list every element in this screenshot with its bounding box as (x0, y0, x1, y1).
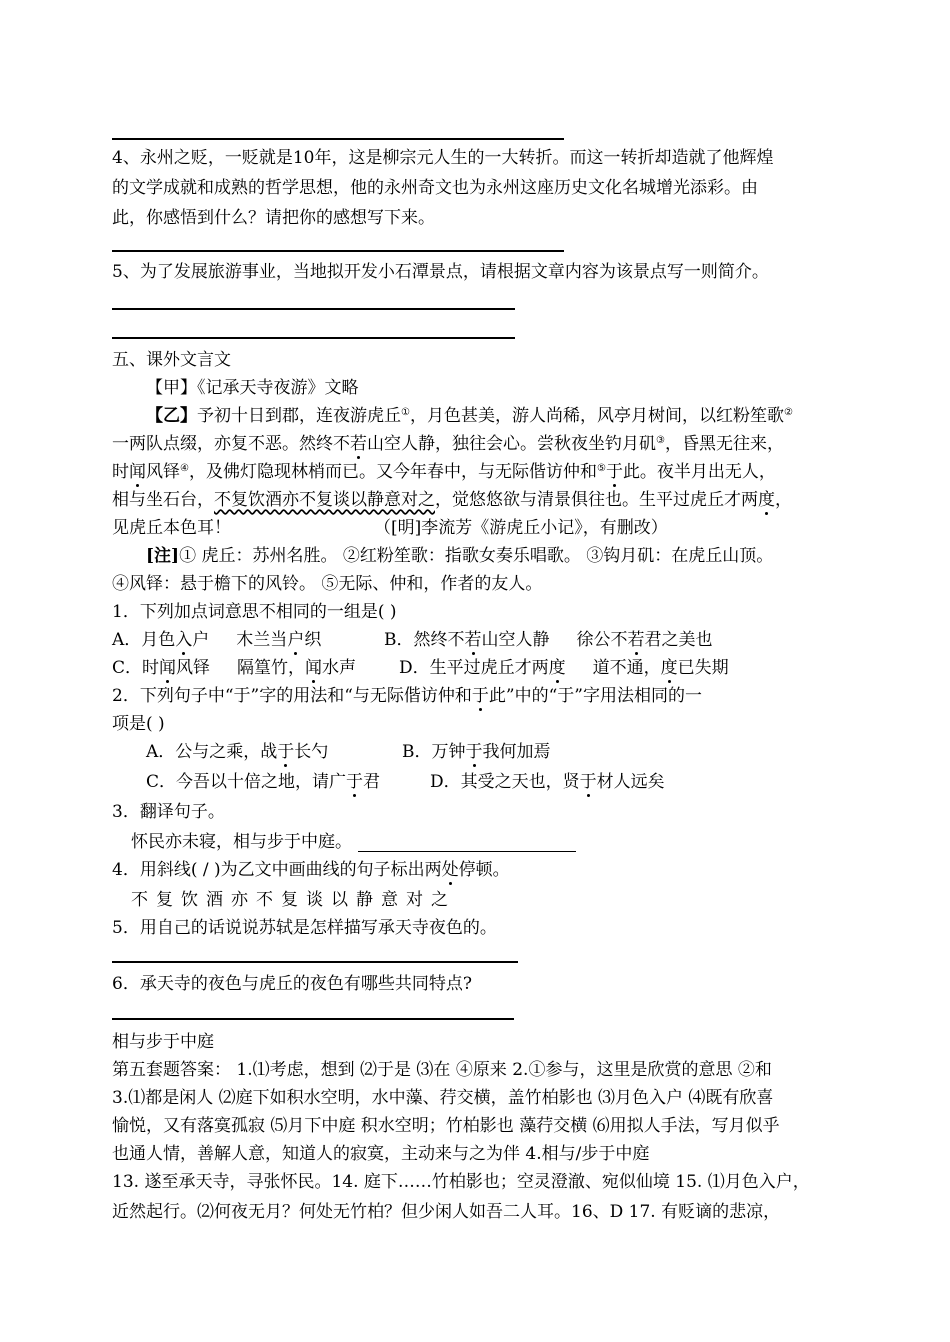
passage-source: （[明]李流芳《游虎丘小记》，有删改） (374, 518, 668, 538)
section-heading: 五、课外文言文 (112, 350, 231, 370)
question-4-line-3: 此，你感悟到什么？请把你的感想写下来。 (112, 208, 435, 228)
notes-line-1: [注]① 虎丘：苏州名胜。 ②红粉笙歌：指歌女奏乐唱歌。 ③钩月矶：在虎丘山顶。 (146, 546, 774, 566)
quiz-1-option-b: B．然终不若山空人静 徐公不若君之美也 (384, 630, 713, 650)
quiz-1-option-d: D．生平过虎丘才两度 道不通，度已失期 (399, 658, 729, 678)
answer-line (112, 138, 564, 140)
wavy-underlined-sentence: 不复饮酒亦不复谈以静意对之 (214, 490, 435, 510)
answer-line (112, 250, 564, 252)
answers-line-5: 13. 遂至承天寺，寻张怀民。14. 庭下……竹柏影也；空灵澄澈、宛似仙境 15. ⑴月色入户， (112, 1172, 810, 1192)
question-5: 5、为了发展旅游事业，当地拟开发小石潭景点，请根据文章内容为该景点写一则简介。 (112, 262, 769, 282)
quiz-2-stem-2: 项是( ) (112, 714, 165, 734)
answers-line-4: 也通人情，善解人意，知道人的寂寞，主动来与之为伴 4.相与/步于中庭 (112, 1144, 650, 1164)
note-ref: ② (783, 407, 793, 418)
note-ref: ① (401, 407, 410, 418)
question-4-line-1: 4、永州之贬，一贬就是10年，这是柳宗元人生的一大转折。而这一转折却造就了他辉煌 (112, 148, 774, 168)
dotted-word: 度 (758, 490, 775, 510)
answers-line-6: 近然起行。⑵何夜无月？何处无竹柏？但少闲人如吾二人耳。16、D 17. 有贬谪的悲凉， (112, 1202, 781, 1222)
quiz-2-option-c: C．今吾以十倍之地，请广于君 (146, 772, 381, 792)
passage-yi-line-2: 一两队点缀，亦复不恶。然终不若山空人静，独往会心。尝秋夜坐钓月矶③，昏黑无往来， (112, 434, 784, 454)
question-4-line-2: 的文学成就和成熟的哲学思想，他的永州奇文也为永州这座历史文化名城增光添彩。由 (112, 178, 758, 198)
passage-yi-line-5: 见虎丘本色耳！ (112, 518, 231, 538)
answers-title: 相与步于中庭 (112, 1032, 214, 1052)
passage-label: 【乙】 (146, 406, 197, 426)
passage-yi-line-4: 相与坐石台，不复饮酒亦不复谈以静意对之，觉悠悠欲与清景俱往也。生平过虎丘才两度， (112, 490, 792, 510)
quiz-6-stem: 6．承天寺的夜色与虎丘的夜色有哪些共同特点? (112, 974, 472, 994)
quiz-1-option-a: A．月色入户 木兰当户织 (112, 630, 322, 650)
quiz-3-stem: 3．翻译句子。 (112, 802, 225, 822)
dotted-word: 闻 (129, 462, 146, 482)
note-ref: ④ (180, 463, 189, 474)
quiz-4-stem: 4．用斜线( / )为乙文中画曲线的句子标出两处停顿。 (112, 860, 510, 880)
passage-yi-line-3: 时闻风铎④，及佛灯隐现林梢而已。又今年春中，与无际偕访仲和⑤于此。夜半月出无人， (112, 462, 776, 482)
answer-line (112, 308, 515, 310)
notes-line-2: ④风铎：悬于檐下的风铃。 ⑤无际、仲和，作者的友人。 (112, 574, 543, 594)
quiz-5-stem: 5．用自己的话说说苏轼是怎样描写承天寺夜色的。 (112, 918, 497, 938)
note-ref: ③ (656, 435, 665, 446)
quiz-1-stem: 1．下列加点词意思不相同的一组是( ) (112, 602, 397, 622)
quiz-3-sentence: 怀民亦未寝，相与步于中庭。 (131, 832, 576, 852)
quiz-2-option-d: D．其受之天也，贤于材人远矣 (430, 772, 665, 792)
answer-line (112, 1018, 514, 1020)
answers-line-2: 3.⑴都是闲人 ⑵庭下如积水空明，水中藻、荇交横，盖竹柏影也 ⑶月色入户 ⑷既有欣喜 (112, 1088, 774, 1108)
answer-line (112, 337, 515, 339)
passage-jia: 【甲】《记承天寺夜游》文略 (146, 378, 359, 398)
dotted-word: 于 (605, 462, 623, 482)
passage-yi-line-1: 【乙】予初十日到郡，连夜游虎丘①，月色甚美，游人尚稀，风亭月树间，以红粉笙歌② (146, 406, 793, 426)
note-ref: ⑤ (596, 463, 606, 474)
dotted-word: 若 (350, 434, 367, 454)
answer-line (112, 961, 518, 963)
answers-line-3: 愉悦，又有落寞孤寂 ⑸月下中庭 积水空明；竹柏影也 藻荇交横 ⑹用拟人手法，写月似乎 (112, 1116, 780, 1136)
quiz-1-option-c: C．时闻风铎 隔篁竹，闻水声 (112, 658, 357, 678)
quiz-4-sentence: 不复饮酒亦不复谈以静意对之 (131, 890, 456, 910)
quiz-2-stem-1: 2．下列句子中“于”字的用法和“与无际偕访仲和于此”中的“于”字用法相同的一 (112, 686, 702, 706)
answer-blank (358, 833, 576, 852)
quiz-2-option-b: B．万钟于我何加焉 (402, 742, 551, 762)
quiz-2-option-a: A．公与之乘，战于长勺 (146, 742, 329, 762)
answers-line-1: 第五套题答案： 1.⑴考虑，想到 ⑵于是 ⑶在 ④原来 2.①参与，这里是欣赏的意思 ②和 (112, 1060, 772, 1080)
notes-label: [注] (146, 546, 180, 566)
